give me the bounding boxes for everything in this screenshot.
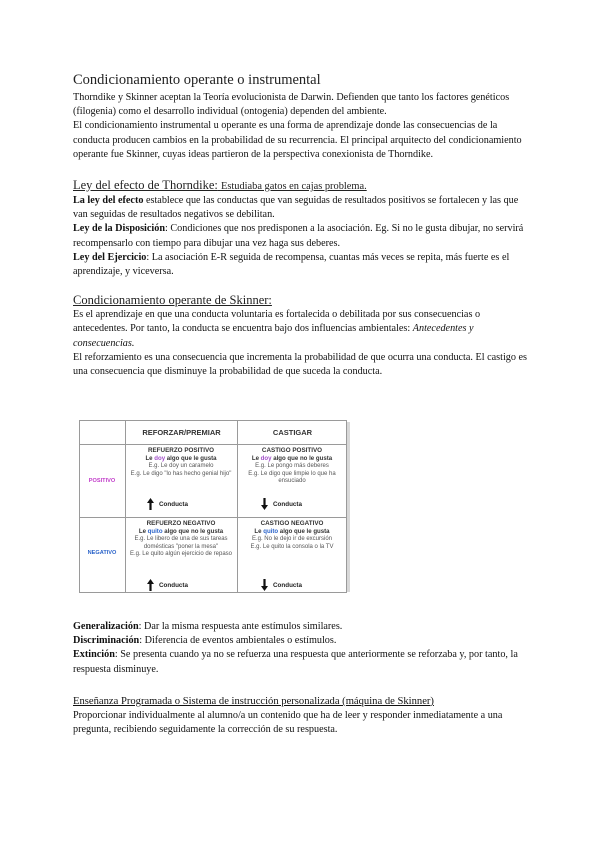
extinction-term: Extinción bbox=[73, 649, 115, 661]
cp-title: CASTIGO POSITIVO bbox=[261, 447, 323, 454]
cell-positive-reinforcement bbox=[127, 447, 235, 478]
arrow-down-icon bbox=[261, 579, 268, 591]
cn-example-2: E.g. Le quito la consola o la TV bbox=[250, 543, 334, 550]
document-page bbox=[73, 72, 528, 379]
cp-example-2: E.g. Le digo que limpie lo que ha ensuciado bbox=[248, 470, 336, 485]
cn-example-1: E.g. No le dejo ir de excursión bbox=[251, 536, 333, 542]
rn-highlight: quito bbox=[147, 528, 163, 535]
rp-title: REFUERZO POSITIVO bbox=[147, 447, 215, 454]
skinner-paragraph-1-italic: Antecedentes y consecuencias. bbox=[73, 323, 474, 349]
cp-conducta-label: Conducta bbox=[273, 500, 303, 508]
conditioning-table-figure bbox=[79, 420, 350, 595]
thorndike-subheading: Estudiaba gatos en cajas problema. bbox=[220, 181, 367, 193]
extinction bbox=[73, 648, 528, 676]
column-header-punish: CASTIGAR bbox=[272, 428, 313, 437]
discrimination-term: Discriminación bbox=[73, 635, 140, 647]
cp-conducta-down bbox=[261, 498, 302, 510]
rp-conducta-label: Conducta bbox=[159, 500, 189, 508]
rn-title: REFUERZO NEGATIVO bbox=[146, 520, 216, 527]
cn-conducta-down bbox=[261, 579, 302, 591]
intro-paragraph-2: El condicionamiento instrumental u operante es una forma de aprendizaje donde las consecuencias de la conducta producen cambios en la probabilidad de su recurrencia. El principal arquitecto del condicionamiento operante fue Skinner, cuyas ideas partieron de la perspectiva conexionista de Thorndike. bbox=[73, 120, 522, 160]
row-header-negative: NEGATIVO bbox=[87, 550, 117, 556]
rn-example-2: E.g. Le quito algún ejercicio de repaso bbox=[129, 551, 233, 558]
discrimination-text: : Diferencia de eventos ambientales o estímulos. bbox=[139, 635, 337, 647]
generalization-text: : Dar la misma respuesta ante estímulos similares. bbox=[138, 621, 343, 632]
cell-negative-punishment bbox=[238, 520, 346, 551]
rp-conducta-up bbox=[147, 498, 188, 510]
cell-positive-punishment bbox=[238, 447, 346, 486]
cn-title: CASTIGO NEGATIVO bbox=[260, 520, 324, 527]
cn-conducta-label: Conducta bbox=[273, 581, 303, 589]
law-of-effect-term: La ley del efecto bbox=[73, 195, 144, 207]
column-header-reinforce: REFORZAR/PREMIAR bbox=[142, 428, 221, 437]
extinction-text: : Se presenta cuando ya no se refuerza una respuesta que anteriormente se reforzaba y, por tanto, la respuesta disminuye. bbox=[73, 649, 518, 675]
law-of-disposition-text: : Condiciones que nos predisponen a la asociación. Eg. Si no le gusta dibujar, no servirá recompensarlo con tiempo para dibujar una vez haga sus deberes. bbox=[73, 223, 524, 249]
law-of-effect-text: establece que las conductas que van seguidas de resultados positivos se fortalecen y las que van seguidas de resultados negativos se debilitan. bbox=[73, 195, 519, 221]
cp-subtitle: Le doy algo que no le gusta bbox=[251, 455, 333, 462]
programmed-text: Proporcionar individualmente al alumno/a un contenido que ha de leer y responder inmediatamente a una pregunta, recibiendo seguidamente la corrección de su respuesta. bbox=[73, 710, 503, 736]
skinner-paragraph-2: El reforzamiento es una consecuencia que incrementa la probabilidad de que ocurra una conducta. El castigo es una consecuencia que disminuye la probabilidad de que suceda la conducta. bbox=[73, 351, 527, 378]
arrow-down-icon bbox=[261, 498, 268, 510]
table-border bbox=[79, 420, 347, 593]
page-title: Condicionamiento operante o instrumental bbox=[73, 72, 321, 88]
figure-scrollbar bbox=[347, 422, 350, 592]
skinner-paragraph-1 bbox=[73, 308, 528, 351]
skinner-paragraph-1-text: Es el aprendizaje en que una conducta voluntaria es fortalecida o debilitada por sus consecuencias o antecedentes. Por tanto, la conducta se encuentra bajo dos influencias ambientales: bbox=[73, 309, 481, 335]
law-of-disposition bbox=[73, 222, 528, 250]
cp-example-1: E.g. Le pongo más deberes bbox=[255, 463, 329, 469]
rp-example-1: E.g. Le doy un caramelo bbox=[148, 463, 214, 469]
generalization bbox=[73, 620, 528, 634]
rp-example-2: E.g. Le digo "lo has hecho genial hijo" bbox=[130, 470, 232, 477]
law-of-exercise bbox=[73, 251, 528, 279]
cn-subtitle: Le quito algo que le gusta bbox=[254, 528, 330, 535]
cn-highlight: quito bbox=[263, 528, 279, 535]
skinner-heading: Condicionamiento operante de Skinner: bbox=[73, 293, 272, 308]
rp-highlight: doy bbox=[154, 455, 166, 462]
rn-example-1: E.g. Le libero de una de sus tareas domésticas "poner la mesa" bbox=[134, 536, 228, 550]
rp-subtitle: Le doy algo que le gusta bbox=[145, 455, 217, 462]
law-of-disposition-term: Ley de la Disposición bbox=[73, 223, 165, 235]
rn-conducta-label: Conducta bbox=[159, 581, 189, 589]
law-of-effect bbox=[73, 194, 528, 222]
law-of-exercise-term: Ley del Ejercicio bbox=[73, 251, 147, 263]
cell-negative-reinforcement bbox=[127, 520, 235, 559]
law-of-exercise-text: : La asociación E-R seguida de recompensa, cuantas más veces se repita, más fuerte es el aprendizaje, y viceversa. bbox=[73, 251, 510, 278]
programmed-heading: Enseñanza Programada o Sistema de instrucción personalizada (máquina de Skinner) bbox=[73, 695, 434, 707]
rn-conducta-up bbox=[147, 579, 188, 591]
cp-highlight: doy bbox=[260, 455, 272, 462]
arrow-up-icon bbox=[147, 498, 154, 510]
generalization-term: Generalización bbox=[73, 621, 139, 632]
document-page-lower bbox=[73, 620, 528, 737]
rn-subtitle: Le quito algo que no le gusta bbox=[138, 528, 224, 535]
thorndike-heading-text: Ley del efecto de Thorndike: bbox=[73, 178, 218, 193]
discrimination bbox=[73, 634, 528, 648]
thorndike-heading bbox=[73, 178, 528, 194]
arrow-up-icon bbox=[147, 579, 154, 591]
intro-paragraph-1: Thorndike y Skinner aceptan la Teoría evolucionista de Darwin. Defienden que tanto los factores genéticos (filogenia) como el desarrollo individual (ontogenia) dependen del ambiente. bbox=[73, 92, 510, 118]
row-header-positive: POSITIVO bbox=[88, 478, 116, 484]
